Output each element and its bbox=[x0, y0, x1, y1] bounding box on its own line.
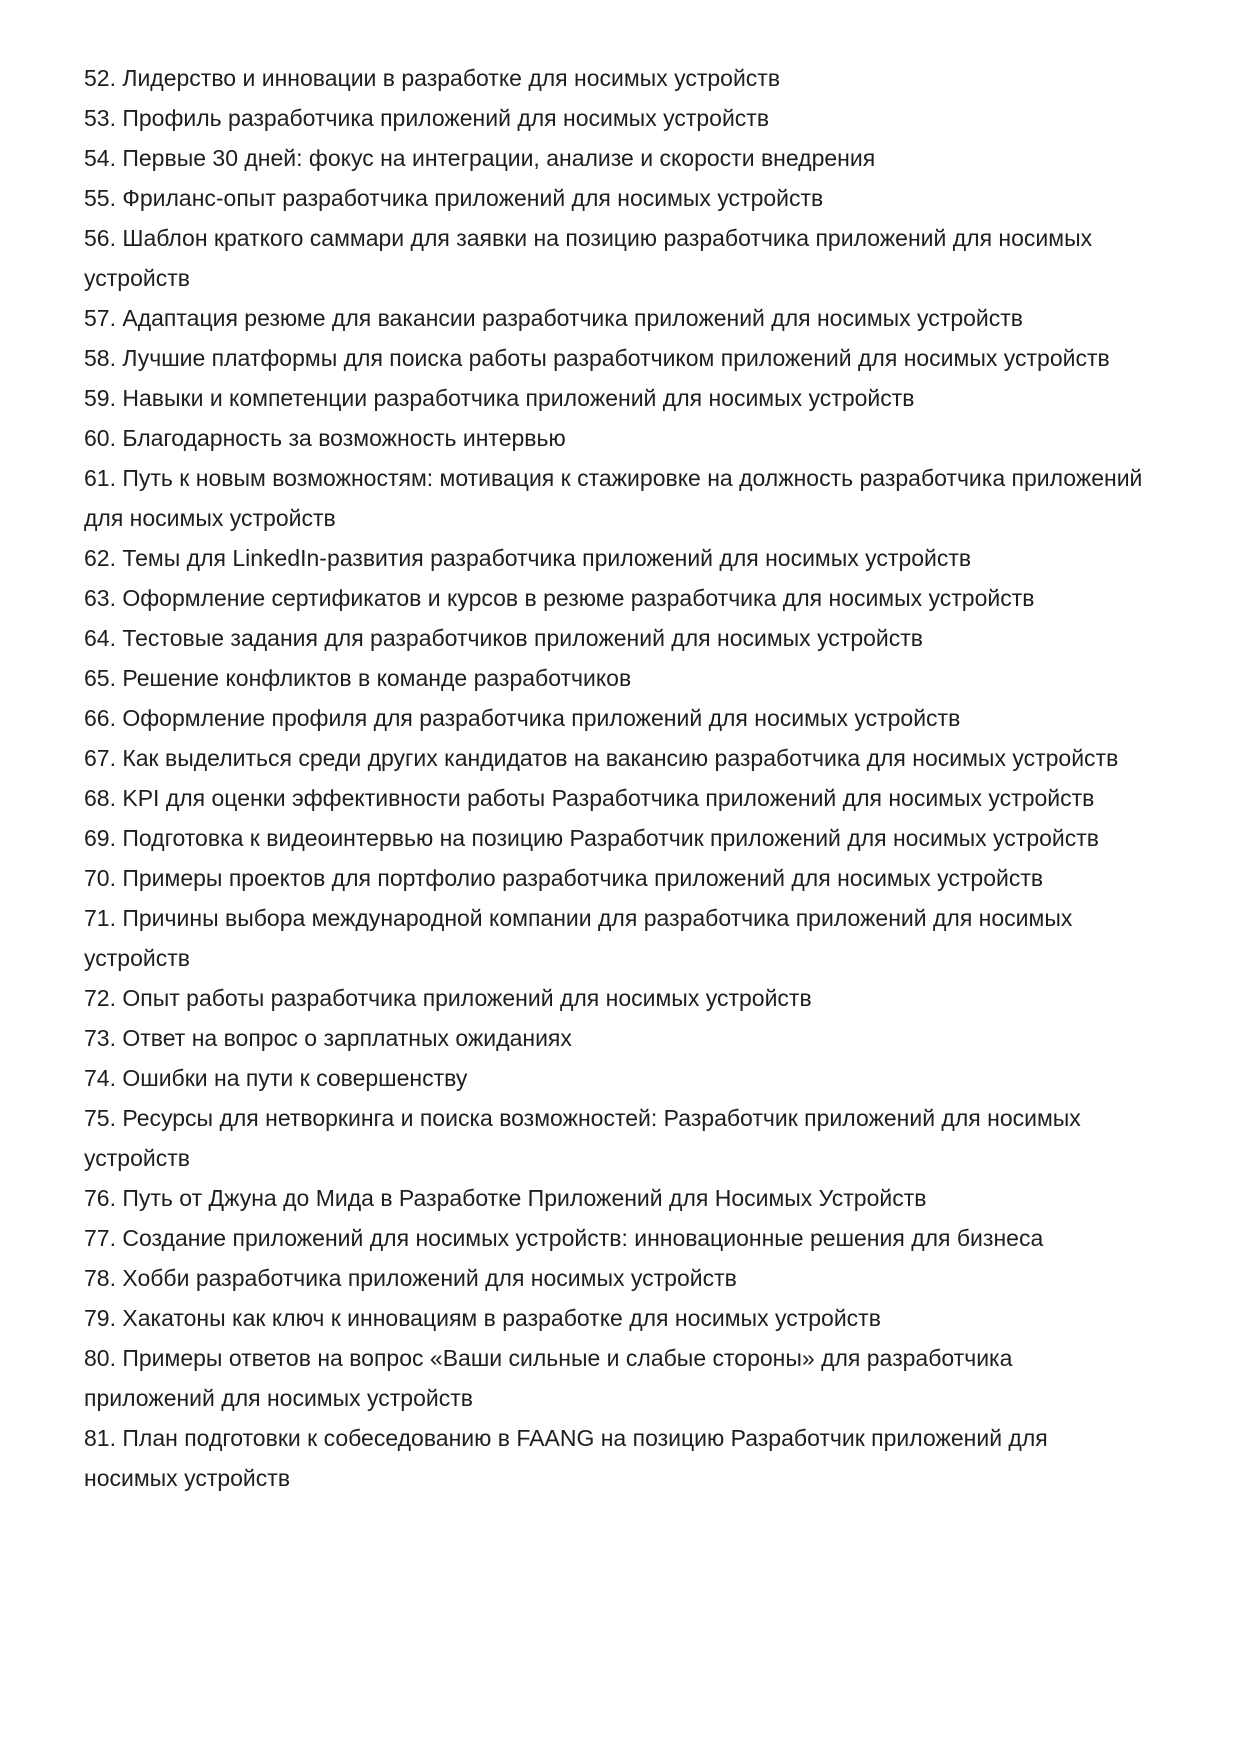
list-item: 69. Подготовка к видеоинтервью на позицию Разработчик приложений для носимых устройств bbox=[84, 825, 1100, 851]
list-item: 67. Как выделиться среди других кандидатов на вакансию разработчика для носимых устройств bbox=[84, 745, 1119, 771]
list-item: 57. Адаптация резюме для вакансии разработчика приложений для носимых устройств bbox=[84, 305, 1024, 331]
list-item: 73. Ответ на вопрос о зарплатных ожиданиях bbox=[84, 1025, 572, 1051]
list-item: 62. Темы для LinkedIn-развития разработчика приложений для носимых устройств bbox=[84, 545, 972, 571]
list-item: 55. Фриланс-опыт разработчика приложений для носимых устройств bbox=[84, 185, 824, 211]
list-item: 75. Ресурсы для нетворкинга и поиска возможностей: Разработчик приложений для носимых устройств bbox=[84, 1105, 1081, 1171]
list-item: 79. Хакатоны как ключ к инновациям в разработке для носимых устройств bbox=[84, 1305, 881, 1331]
list-item: 70. Примеры проектов для портфолио разработчика приложений для носимых устройств bbox=[84, 865, 1044, 891]
list-item: 78. Хобби разработчика приложений для носимых устройств bbox=[84, 1265, 737, 1291]
list-item: 77. Создание приложений для носимых устройств: инновационные решения для бизнеса bbox=[84, 1225, 1044, 1251]
list-item: 60. Благодарность за возможность интервью bbox=[84, 425, 566, 451]
list-item: 71. Причины выбора международной компании для разработчика приложений для носимых устройств bbox=[84, 905, 1073, 971]
list-item: 59. Навыки и компетенции разработчика приложений для носимых устройств bbox=[84, 385, 915, 411]
list-item: 53. Профиль разработчика приложений для носимых устройств bbox=[84, 105, 770, 131]
list-item: 80. Примеры ответов на вопрос «Ваши сильные и слабые стороны» для разработчика приложений для носимых устройств bbox=[84, 1345, 1013, 1411]
list-item: 81. План подготовки к собеседованию в FAANG на позицию Разработчик приложений для носимых устройств bbox=[84, 1425, 1048, 1491]
list-item: 65. Решение конфликтов в команде разработчиков bbox=[84, 665, 632, 691]
list-item: 72. Опыт работы разработчика приложений для носимых устройств bbox=[84, 985, 812, 1011]
list-item: 61. Путь к новым возможностям: мотивация к стажировке на должность разработчика приложений для носимых устройств bbox=[84, 465, 1143, 531]
list-item: 66. Оформление профиля для разработчика приложений для носимых устройств bbox=[84, 705, 961, 731]
list-item: 76. Путь от Джуна до Мида в Разработке Приложений для Носимых Устройств bbox=[84, 1185, 927, 1211]
list-item: 52. Лидерство и инновации в разработке для носимых устройств bbox=[84, 65, 781, 91]
list-item: 63. Оформление сертификатов и курсов в резюме разработчика для носимых устройств bbox=[84, 585, 1035, 611]
list-item: 54. Первые 30 дней: фокус на интеграции, анализе и скорости внедрения bbox=[84, 145, 876, 171]
list-item: 68. KPI для оценки эффективности работы Разработчика приложений для носимых устройств bbox=[84, 785, 1095, 811]
list-item: 56. Шаблон краткого саммари для заявки на позицию разработчика приложений для носимых устройств bbox=[84, 225, 1093, 291]
list-item: 64. Тестовые задания для разработчиков приложений для носимых устройств bbox=[84, 625, 924, 651]
list-item: 74. Ошибки на пути к совершенству bbox=[84, 1065, 468, 1091]
list-item: 58. Лучшие платформы для поиска работы разработчиком приложений для носимых устройств bbox=[84, 345, 1110, 371]
document-page bbox=[84, 58, 1144, 1498]
